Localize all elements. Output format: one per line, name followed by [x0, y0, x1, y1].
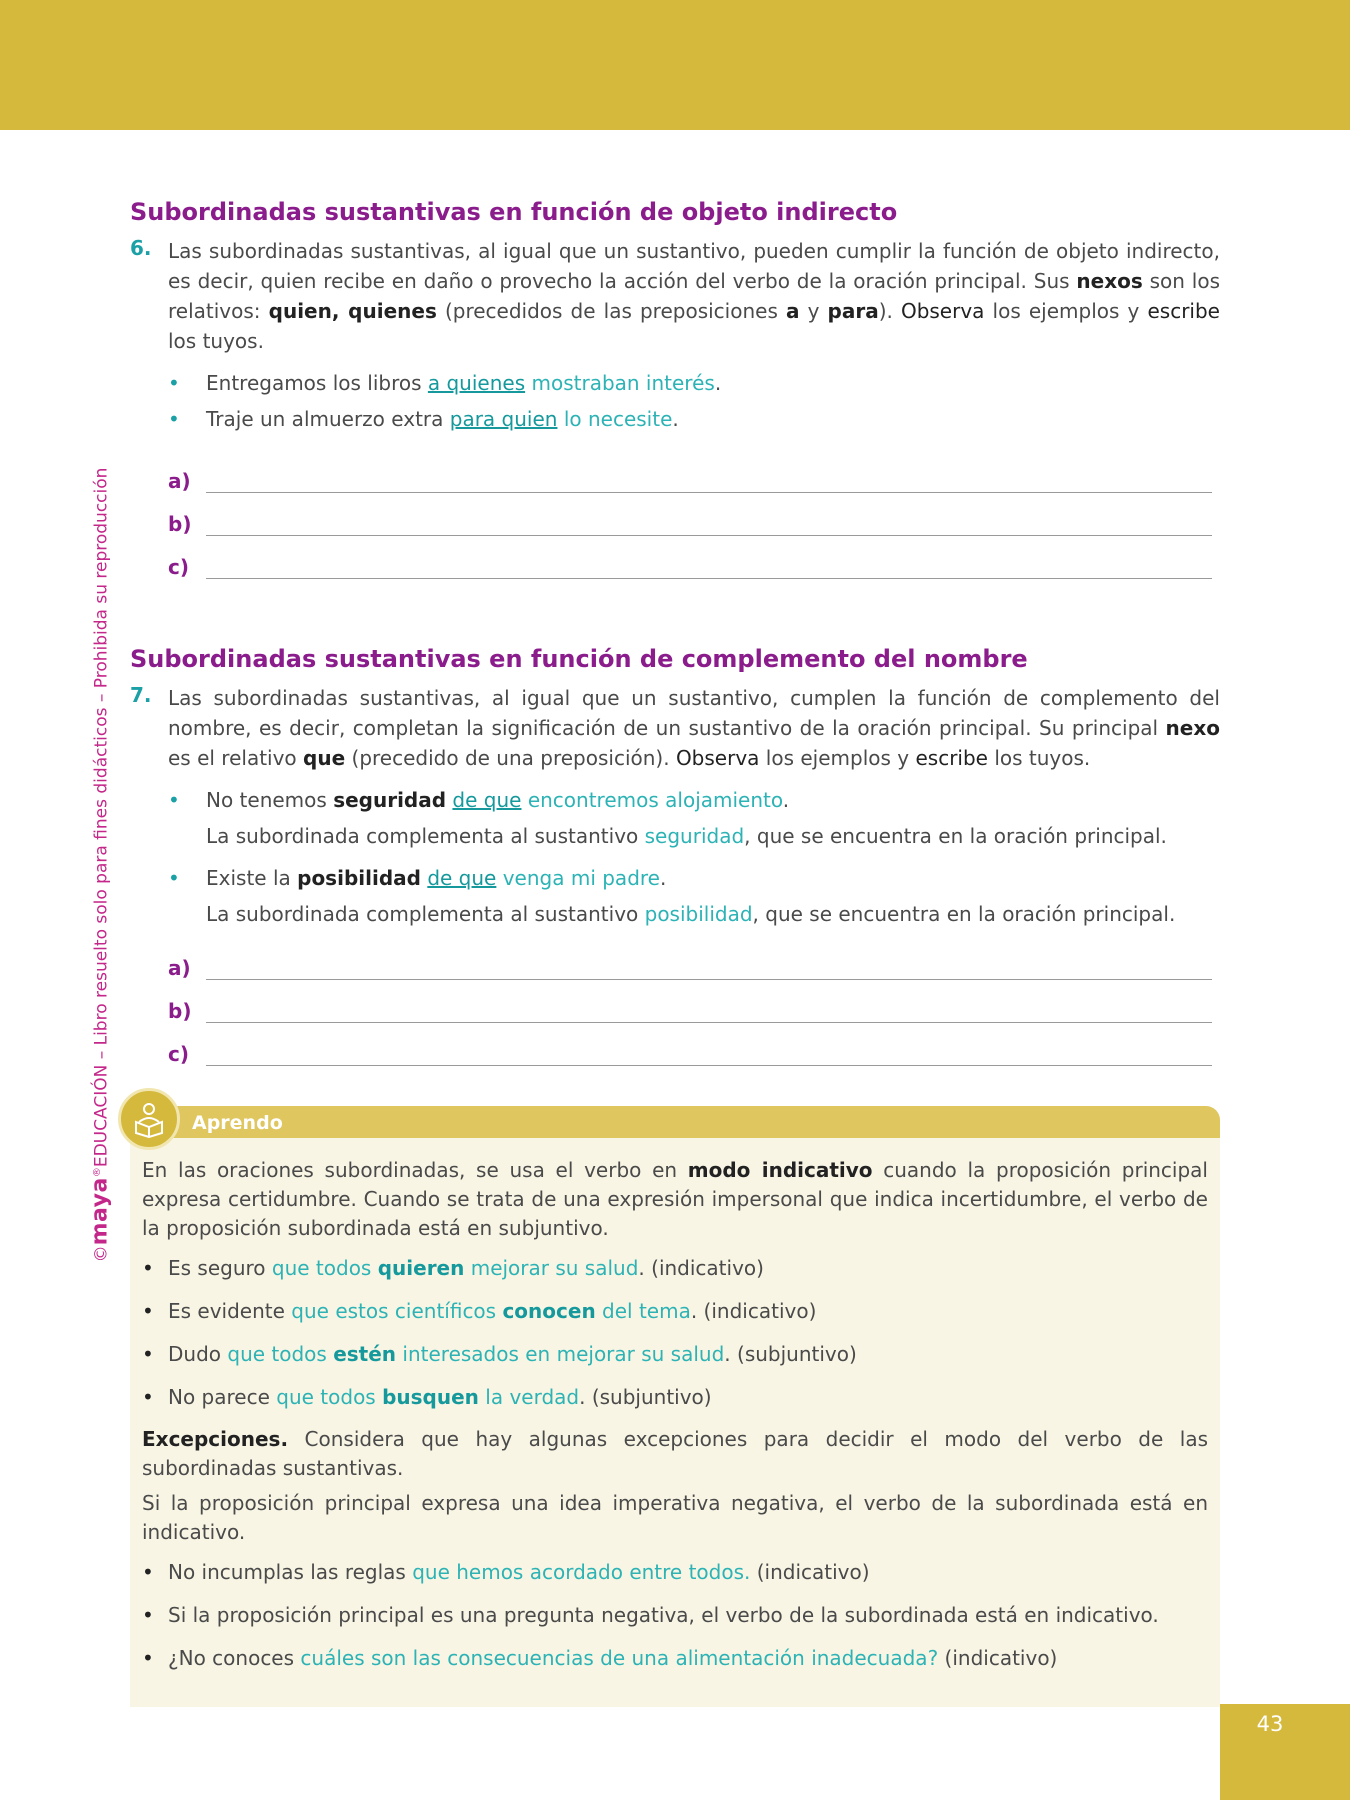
list-item: • Dudo que todos estén interesados en mejorar su salud. (subjuntivo)	[142, 1339, 1208, 1369]
list-item: • No incumplas las reglas que hemos acordado entre todos. (indicativo)	[142, 1557, 1208, 1587]
brand-logo-text: maya	[87, 1177, 113, 1246]
example-note: La subordinada complementa al sustantivo seguridad, que se encuentra en la oración principal.	[206, 824, 1167, 848]
bullet-icon: •	[168, 371, 180, 395]
answer-lines	[168, 450, 1220, 579]
exercise-instructions: Las subordinadas sustantivas, al igual que un sustantivo, cumplen la función de complemento del nombre, es decir, completan la significación de un sustantivo de la oración principal. Su principal nexo es el relativo que (precedido de una preposición). Observa los ejemplos y escribe los tuyos.	[168, 686, 1220, 770]
example-list	[168, 368, 1220, 434]
example-note: La subordinada complementa al sustantivo posibilidad, que se encuentra en la oración principal.	[206, 902, 1176, 926]
answer-row-b[interactable]: b)	[168, 493, 1220, 536]
write-line[interactable]	[206, 953, 1212, 980]
bullet-icon: •	[168, 407, 180, 431]
list-item: • Entregamos los libros a quienes mostraban interés.	[168, 368, 1220, 398]
main-content	[130, 198, 1220, 1066]
list-item: • No tenemos seguridad de que encontremos alojamiento. La subordinada complementa al sustantivo seguridad, que se encuentra en la oración principal.	[168, 785, 1220, 851]
list-item: • Es seguro que todos quieren mejorar su salud. (indicativo)	[142, 1253, 1208, 1283]
exercise-instructions: Las subordinadas sustantivas, al igual que un sustantivo, pueden cumplir la función de objeto indirecto, es decir, quien recibe en daño o provecho la acción del verbo de la oración principal. Sus nexos son los relativos: quien, quienes (precedidos de las preposiciones a y para). Observa los ejemplos y escribe los tuyos.	[168, 239, 1221, 353]
answer-row-a[interactable]: a)	[168, 450, 1220, 493]
example-list	[168, 785, 1220, 929]
bullet-icon: •	[142, 1256, 154, 1280]
write-line[interactable]	[206, 509, 1212, 536]
write-line[interactable]	[206, 996, 1212, 1023]
aprendo-intro: En las oraciones subordinadas, se usa el verbo en modo indicativo cuando la proposición principal expresa certidumbre. Cuando se trata de una expresión impersonal que indica incertidumbre, el verbo de la proposición subordinada está en subjuntivo.	[142, 1158, 1208, 1240]
list-item: • No parece que todos busquen la verdad. (subjuntivo)	[142, 1382, 1208, 1412]
answer-lines	[168, 937, 1220, 1066]
exercise-7	[130, 683, 1220, 935]
answer-row-b[interactable]: b)	[168, 980, 1220, 1023]
page-number: 43	[1220, 1704, 1350, 1800]
exercise-number: 6.	[130, 236, 152, 260]
answer-row-a[interactable]: a)	[168, 937, 1220, 980]
exercise-number: 7.	[130, 683, 152, 707]
side-copyright-text: ©maya®EDUCACIÓN – Libro resuelto solo para fines didácticos – Prohibida su reproducción	[87, 467, 113, 1263]
section-title-objeto-indirecto: Subordinadas sustantivas en función de objeto indirecto	[130, 198, 898, 226]
aprendo-example-list	[142, 1253, 1208, 1412]
bullet-icon: •	[168, 788, 180, 812]
section-title-complemento-nombre: Subordinadas sustantivas en función de complemento del nombre	[130, 645, 1028, 673]
bullet-icon: •	[142, 1299, 154, 1323]
bullet-icon: •	[142, 1646, 154, 1670]
answer-row-c[interactable]: c)	[168, 1023, 1220, 1066]
rule-text: Si la proposición principal expresa una idea imperativa negativa, el verbo de la subordinada está en indicativo.	[142, 1491, 1208, 1544]
list-item: • ¿No conoces cuáles son las consecuencias de una alimentación inadecuada? (indicativo)	[142, 1643, 1208, 1673]
list-item: • Existe la posibilidad de que venga mi padre. La subordinada complementa al sustantivo posibilidad, que se encuentra en la oración principal.	[168, 863, 1220, 929]
reading-person-icon	[118, 1088, 180, 1150]
aprendo-body	[130, 1138, 1220, 1707]
top-color-band	[0, 0, 1350, 130]
aprendo-header: Aprendo	[130, 1106, 1220, 1138]
write-line[interactable]	[206, 1039, 1212, 1066]
aprendo-box	[130, 1106, 1220, 1707]
list-item: • Es evidente que estos científicos conocen del tema. (indicativo)	[142, 1296, 1208, 1326]
bullet-icon: •	[142, 1603, 154, 1627]
answer-row-c[interactable]: c)	[168, 536, 1220, 579]
bullet-icon: •	[168, 866, 180, 890]
list-item: • Si la proposición principal es una pregunta negativa, el verbo de la subordinada está en indicativo.	[142, 1600, 1208, 1630]
bullet-icon: •	[142, 1385, 154, 1409]
exceptions-text: Excepciones. Considera que hay algunas excepciones para decidir el modo del verbo de las subordinadas sustantivas.	[142, 1427, 1208, 1480]
write-line[interactable]	[206, 466, 1212, 493]
exception-example-list	[142, 1557, 1208, 1673]
bullet-icon: •	[142, 1560, 154, 1584]
write-line[interactable]	[206, 552, 1212, 579]
bullet-icon: •	[142, 1342, 154, 1366]
list-item: • Traje un almuerzo extra para quien lo necesite.	[168, 404, 1220, 434]
exercise-6	[130, 236, 1220, 440]
